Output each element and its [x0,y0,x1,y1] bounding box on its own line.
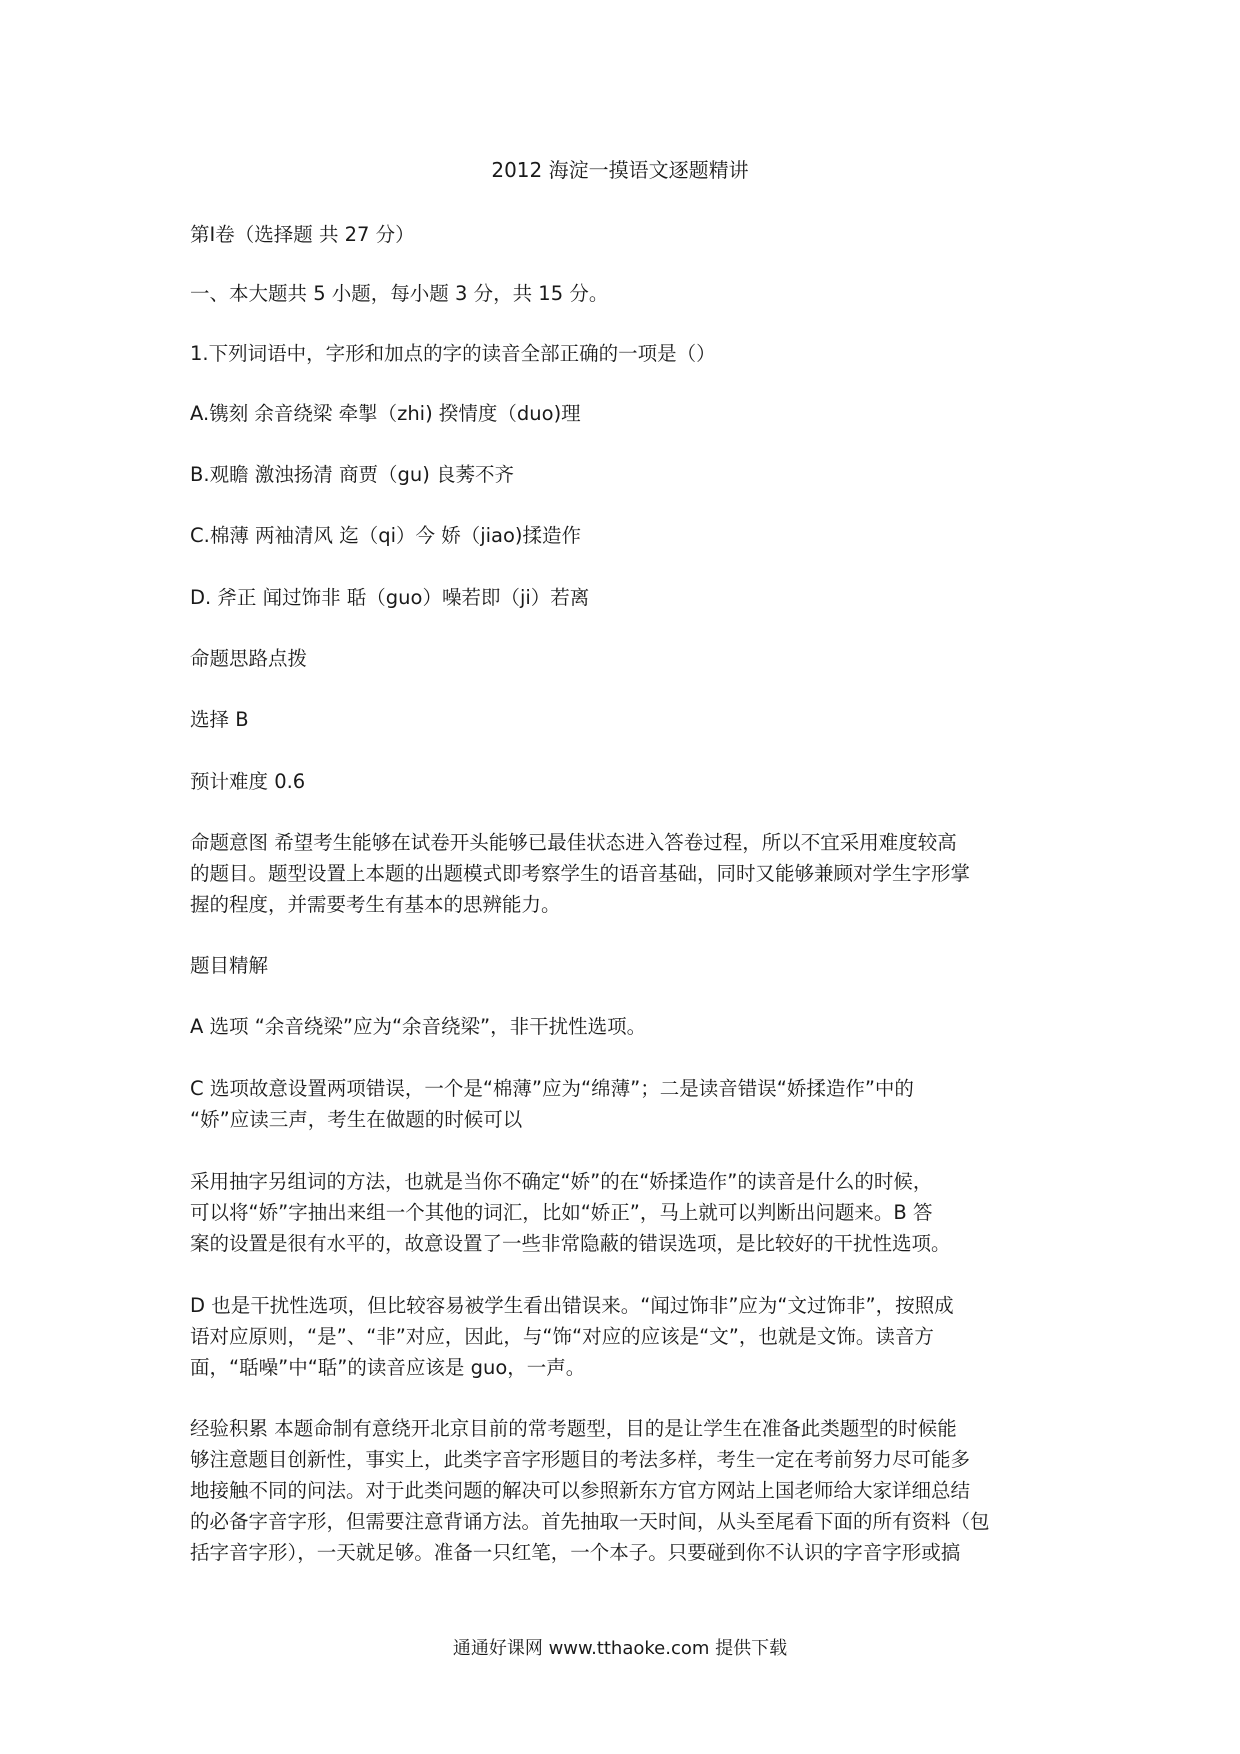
paragraph-line: 经验积累 本题命制有意绕开北京目前的常考题型，目的是让学生在准备此类题型的时候能 [190,1417,957,1440]
intent-paragraph [190,827,1070,920]
section-heading: 第Ⅰ卷（选择题 共 27 分） [190,223,415,246]
question-stem: 1.下列词语中，字形和加点的字的读音全部正确的一项是（） [190,342,716,365]
option-b: B.观瞻 激浊扬清 商贾（gu) 良莠不齐 [190,463,515,486]
difficulty-text: 预计难度 0.6 [190,770,306,793]
option-d: D. 斧正 闻过饰非 聒（guo）噪若即（ji）若离 [190,586,590,609]
method-paragraph [190,1166,1070,1259]
option-c-analysis [190,1073,1070,1135]
paragraph-line: 语对应原则，“是”、“非”对应，因此，与“饰“对应的应该是“文”，也就是文饰。读音方 [190,1325,934,1348]
option-d-analysis [190,1290,1070,1383]
paragraph-line: 握的程度，并需要考生有基本的思辨能力。 [190,893,561,916]
option-a: A.镌刻 余音绕梁 牵掣（zhi) 揆情度（duo)理 [190,402,581,425]
page-footer: 通通好课网 www.tthaoke.com 提供下载 [452,1638,788,1659]
paragraph-line: C 选项故意设置两项错误，一个是“棉薄”应为“绵薄”；二是读音错误“娇揉造作”中的 [190,1077,914,1100]
paragraph-line: 地接触不同的问法。对于此类问题的解决可以参照新东方官方网站上国老师给大家详细总结 [190,1479,971,1502]
paragraph-line: 面，“聒噪”中“聒”的读音应该是 guo，一声。 [190,1356,586,1379]
document-title: 2012 海淀一摸语文逐题精讲 [491,158,749,182]
answer-text: 选择 B [190,708,249,731]
paragraph-line: 够注意题目创新性，事实上，此类字音字形题目的考法多样，考生一定在考前努力尽可能多 [190,1448,971,1471]
paragraph-line: 命题意图 希望考生能够在试卷开头能够已最佳状态进入答卷过程，所以不宜采用难度较高 [190,831,957,854]
experience-paragraph [190,1413,1070,1568]
paragraph-line: D 也是干扰性选项，但比较容易被学生看出错误来。“闻过饰非”应为“文过饰非”，按照成 [190,1294,954,1317]
paragraph-line: 括字音字形），一天就足够。准备一只红笔，一个本子。只要碰到你不认识的字音字形或搞 [190,1541,961,1564]
paragraph-line: “娇”应读三声，考生在做题的时候可以 [190,1108,523,1131]
paragraph-line: 的必备字音字形，但需要注意背诵方法。首先抽取一天时间，从头至尾看下面的所有资料（包 [190,1510,990,1533]
paragraph-line: 的题目。题型设置上本题的出题模式即考察学生的语音基础，同时又能够兼顾对学生字形掌 [190,862,971,885]
option-c: C.棉薄 两袖清风 迄（qi）今 娇（jiao)揉造作 [190,524,582,547]
explain-heading: 题目精解 [190,954,269,977]
paragraph-line: 可以将“娇”字抽出来组一个其他的词汇，比如“娇正”，马上就可以判断出问题来。B 答 [190,1201,933,1224]
paragraph-line: 案的设置是很有水平的，故意设置了一些非常隐蔽的错误选项，是比较好的干扰性选项。 [190,1232,951,1255]
analysis-heading: 命题思路点拨 [190,647,308,670]
option-a-analysis: A 选项 “余音绕梁”应为“余音绕梁”，非干扰性选项。 [190,1015,647,1038]
paragraph-line: 采用抽字另组词的方法，也就是当你不确定“娇”的在“娇揉造作”的读音是什么的时候， [190,1170,933,1193]
instruction-text: 一、本大题共 5 小题，每小题 3 分，共 15 分。 [190,282,609,305]
